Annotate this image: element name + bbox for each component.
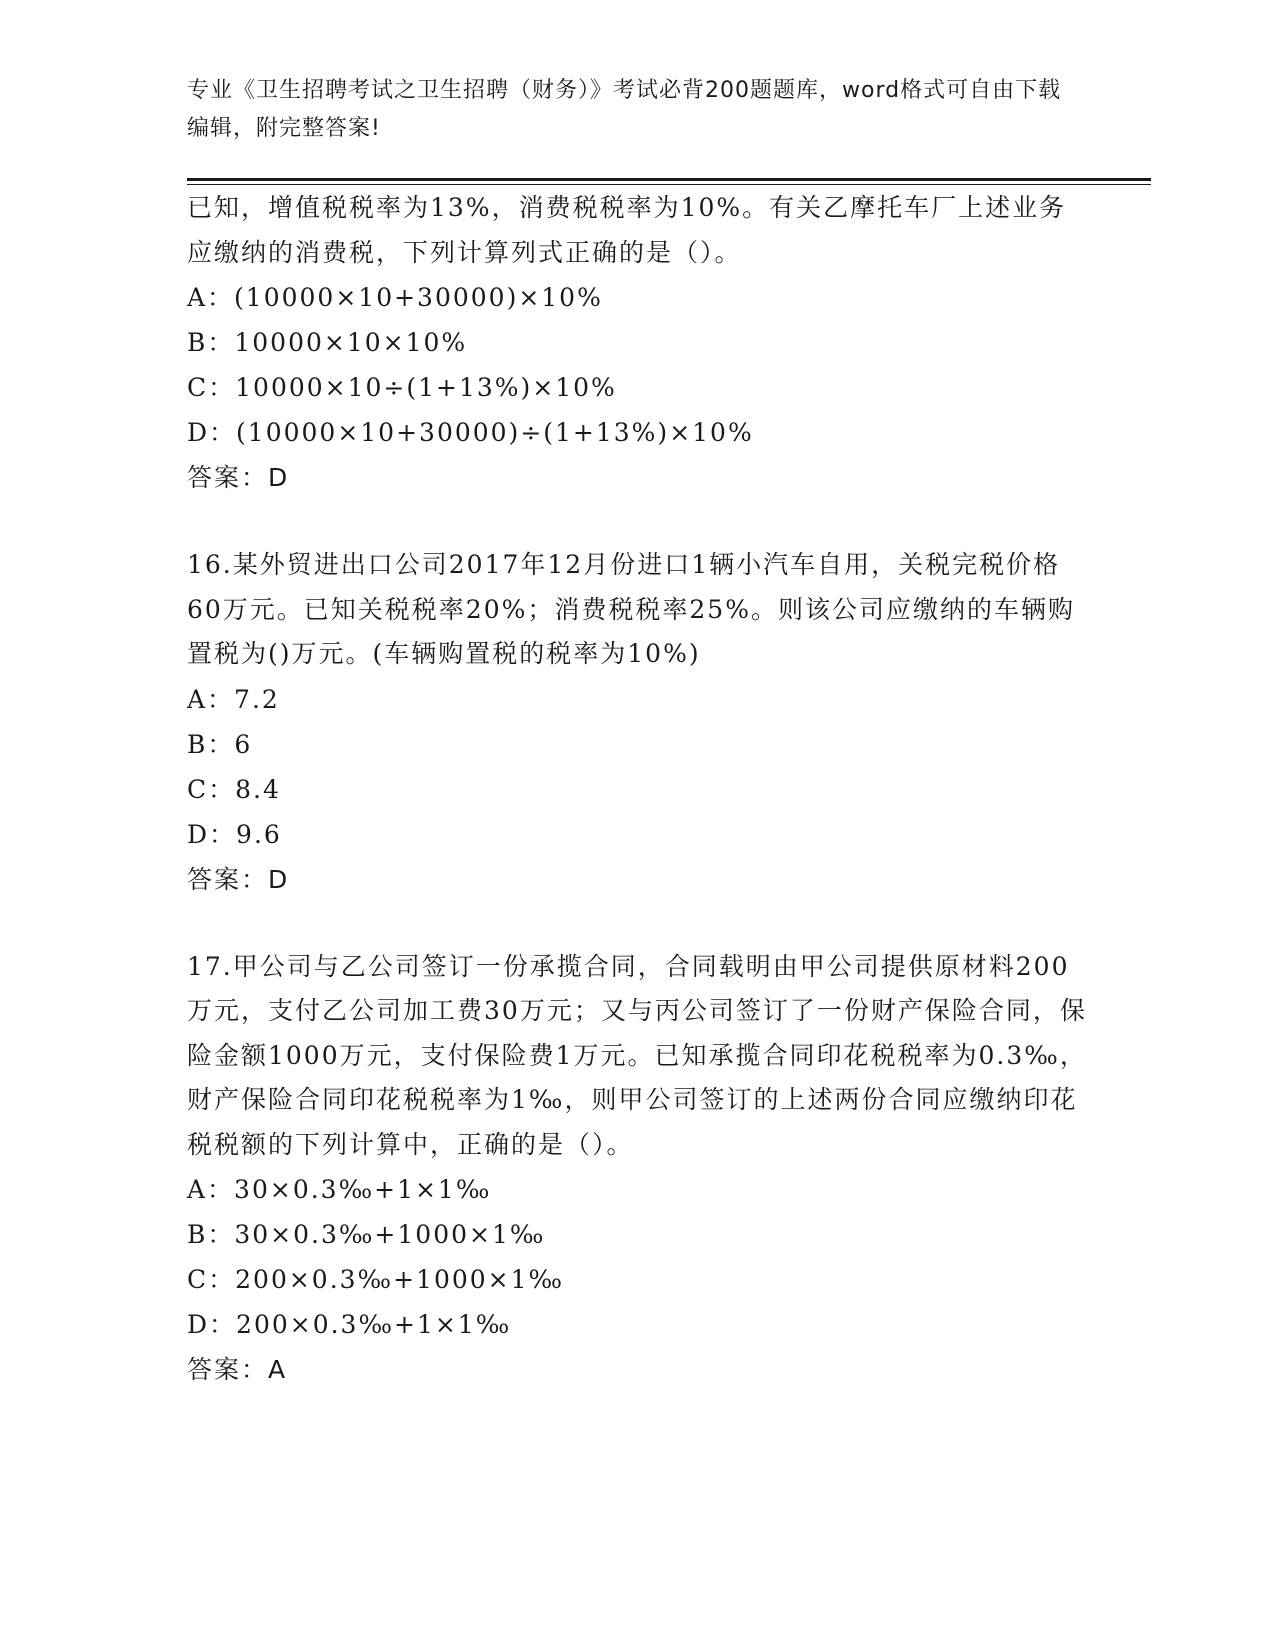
question-stem: 已知，增值税税率为13%，消费税税率为10%。有关乙摩托车厂上述业务应缴纳的消费税，下列计算列式正确的是（）。 xyxy=(187,193,1067,267)
question-stem: 17.甲公司与乙公司签订一份承揽合同，合同载明由甲公司提供原材料200万元，支付乙公司加工费30万元；又与丙公司签订了一份财产保险合同，保险金额1000万元，支付保险费1万元。已知承揽合同印花税税率为0.3‰，财产保险合同印花税税率为1‰，则甲公司签订的上述两份合同应缴纳印花税税额的下列计算中，正确的是（）。 xyxy=(187,951,1087,1159)
option-a: A：30×0.3‰+1×1‰ xyxy=(187,1175,492,1204)
option-c: C：10000×10÷(1+13%)×10% xyxy=(187,373,617,402)
option-c: C：200×0.3‰+1000×1‰ xyxy=(187,1265,565,1294)
option-d: D：200×0.3‰+1×1‰ xyxy=(187,1310,512,1339)
option-a: A：(10000×10+30000)×10% xyxy=(187,283,603,312)
header-title: 专业《卫生招聘考试之卫生招聘（财务）》考试必背200题题库，word格式可自由下载编辑，附完整答案! xyxy=(187,78,1062,141)
spacer xyxy=(187,903,1087,945)
header-rule-thin xyxy=(187,184,1151,185)
option-d: D：(10000×10+30000)÷(1+13%)×10% xyxy=(187,418,754,447)
header-rule-thick xyxy=(187,178,1151,181)
question-16 xyxy=(187,543,1087,903)
answer: 答案：A xyxy=(187,1355,288,1384)
option-b: B：10000×10×10% xyxy=(187,328,468,357)
question-15 xyxy=(187,186,1087,501)
spacer xyxy=(187,501,1087,543)
question-stem: 16.某外贸进出口公司2017年12月份进口1辆小汽车自用，关税完税价格60万元。已知关税税率20%；消费税税率25%。则该公司应缴纳的车辆购置税为()万元。(车辆购置税的税率为10%) xyxy=(187,550,1075,668)
option-b: B：6 xyxy=(187,729,253,759)
question-list xyxy=(187,186,1087,1393)
document-header xyxy=(187,72,1067,148)
answer: 答案：D xyxy=(187,864,290,894)
option-b: B：30×0.3‰+1000×1‰ xyxy=(187,1220,546,1249)
option-a: A：7.2 xyxy=(187,684,280,714)
option-d: D：9.6 xyxy=(187,819,282,849)
answer: 答案：D xyxy=(187,463,290,492)
question-17 xyxy=(187,945,1087,1394)
option-c: C：8.4 xyxy=(187,774,281,804)
